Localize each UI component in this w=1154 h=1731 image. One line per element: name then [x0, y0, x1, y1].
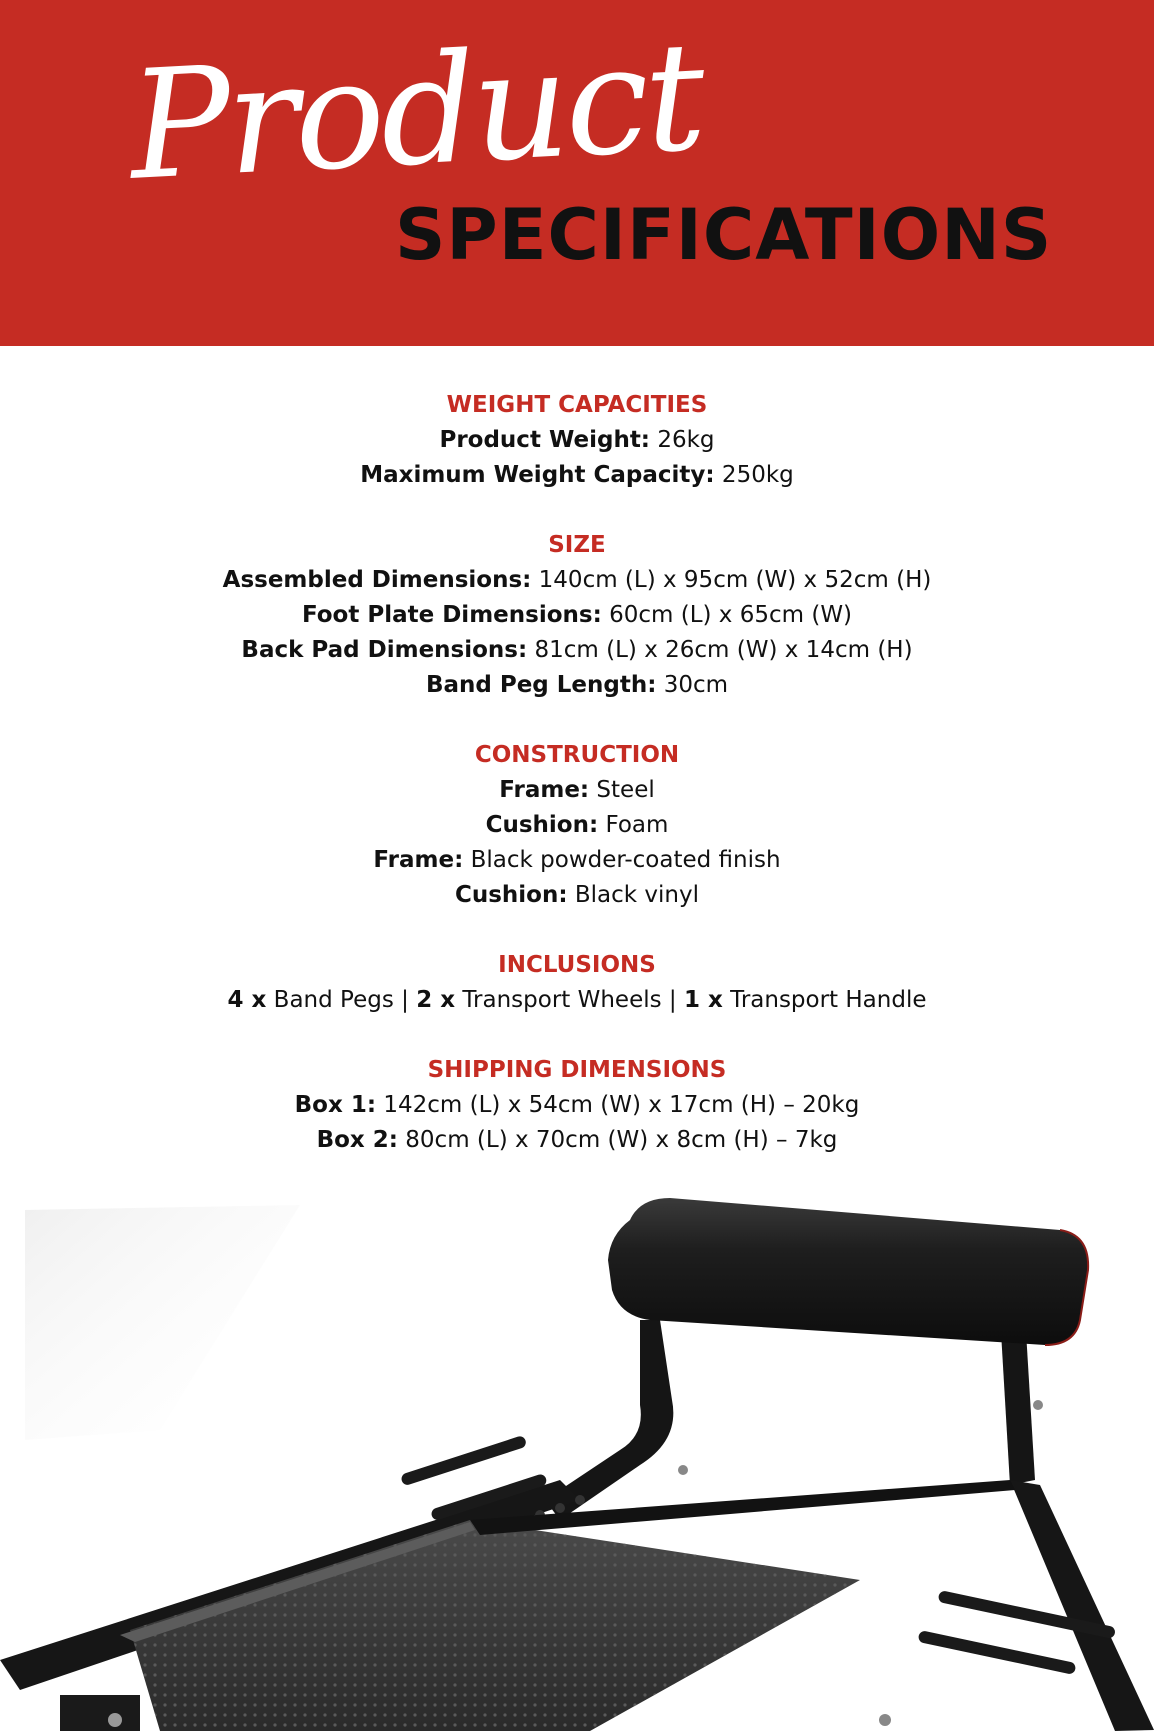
section-heading: INCLUSIONS: [498, 952, 656, 978]
band-peg: [400, 1435, 527, 1487]
spec-label: Frame:: [499, 777, 590, 803]
inclusion-name: Band Pegs: [266, 987, 394, 1013]
section-heading: SIZE: [548, 532, 606, 558]
foot-plate-texture: [130, 1520, 860, 1731]
transport-wheel-bolt: [108, 1713, 122, 1727]
background-shadow: [25, 1205, 300, 1440]
product-photo: [0, 1190, 1154, 1731]
inclusions-line: [0, 983, 1154, 1018]
section-size: [0, 528, 1154, 703]
script-title: Product: [125, 10, 706, 214]
inclusion-count: 1 x: [683, 987, 723, 1013]
spec-label: Maximum Weight Capacity:: [360, 462, 715, 488]
spec-label: Product Weight:: [439, 427, 651, 453]
spec-value: Black vinyl: [567, 882, 699, 908]
side-rail-right: [1010, 1480, 1154, 1731]
frame-bolt: [879, 1714, 891, 1726]
section-shipping-dimensions: [0, 1053, 1154, 1158]
spec-line: [0, 598, 1154, 633]
inclusion-separator: |: [661, 987, 684, 1013]
spec-line: [0, 633, 1154, 668]
spec-value: Black powder-coated finish: [463, 847, 781, 873]
section-heading: SHIPPING DIMENSIONS: [427, 1057, 727, 1083]
spec-label: Assembled Dimensions:: [222, 567, 532, 593]
frame-bolt: [678, 1465, 688, 1475]
spec-value: 81cm (L) x 26cm (W) x 14cm (H): [527, 637, 913, 663]
back-pad: [608, 1198, 1088, 1345]
section-heading: CONSTRUCTION: [474, 742, 680, 768]
inclusion-name: Transport Handle: [722, 987, 927, 1013]
spec-line: [0, 458, 1154, 493]
spec-value: Foam: [598, 812, 669, 838]
spec-line: [0, 878, 1154, 913]
spec-value: 140cm (L) x 95cm (W) x 52cm (H): [531, 567, 932, 593]
spec-value: 26kg: [650, 427, 715, 453]
spec-value: 250kg: [714, 462, 794, 488]
spec-label: Box 1:: [294, 1092, 377, 1118]
inclusion-count: 2 x: [416, 987, 456, 1013]
spec-line: [0, 423, 1154, 458]
frame-hole: [575, 1495, 585, 1505]
spec-line: [0, 563, 1154, 598]
frame-bolt: [1033, 1400, 1043, 1410]
spec-label: Cushion:: [485, 812, 599, 838]
spec-line: [0, 843, 1154, 878]
inclusion-separator: |: [393, 987, 417, 1013]
spec-label: Band Peg Length:: [425, 672, 657, 698]
spec-value: 80cm (L) x 70cm (W) x 8cm (H) – 7kg: [397, 1127, 838, 1153]
spec-label: Box 2:: [316, 1127, 398, 1153]
spec-value: 142cm (L) x 54cm (W) x 17cm (H) – 20kg: [376, 1092, 860, 1118]
spec-line: [0, 668, 1154, 703]
product-illustration: [0, 1190, 1154, 1731]
inclusion-name: Transport Wheels: [455, 987, 662, 1013]
spec-value: 30cm: [656, 672, 729, 698]
section-weight-capacities: [0, 388, 1154, 493]
spec-line: [0, 808, 1154, 843]
section-construction: [0, 738, 1154, 913]
spec-line: [0, 1088, 1154, 1123]
inclusion-count: 4 x: [227, 987, 267, 1013]
frame-corner: [60, 1695, 140, 1731]
section-inclusions: [0, 948, 1154, 1018]
spec-label: Foot Plate Dimensions:: [301, 602, 602, 628]
block-title: SPECIFICATIONS: [395, 194, 1053, 276]
header-banner: [0, 0, 1154, 346]
specifications-list: [0, 388, 1154, 1193]
spec-value: Steel: [589, 777, 655, 803]
spec-line: [0, 1123, 1154, 1158]
spec-value: 60cm (L) x 65cm (W): [601, 602, 853, 628]
spec-label: Cushion:: [454, 882, 568, 908]
band-peg: [918, 1630, 1077, 1675]
spec-line: [0, 773, 1154, 808]
section-heading: WEIGHT CAPACITIES: [446, 392, 708, 418]
spec-label: Frame:: [373, 847, 464, 873]
spec-label: Back Pad Dimensions:: [241, 637, 528, 663]
frame-hole: [555, 1503, 565, 1513]
